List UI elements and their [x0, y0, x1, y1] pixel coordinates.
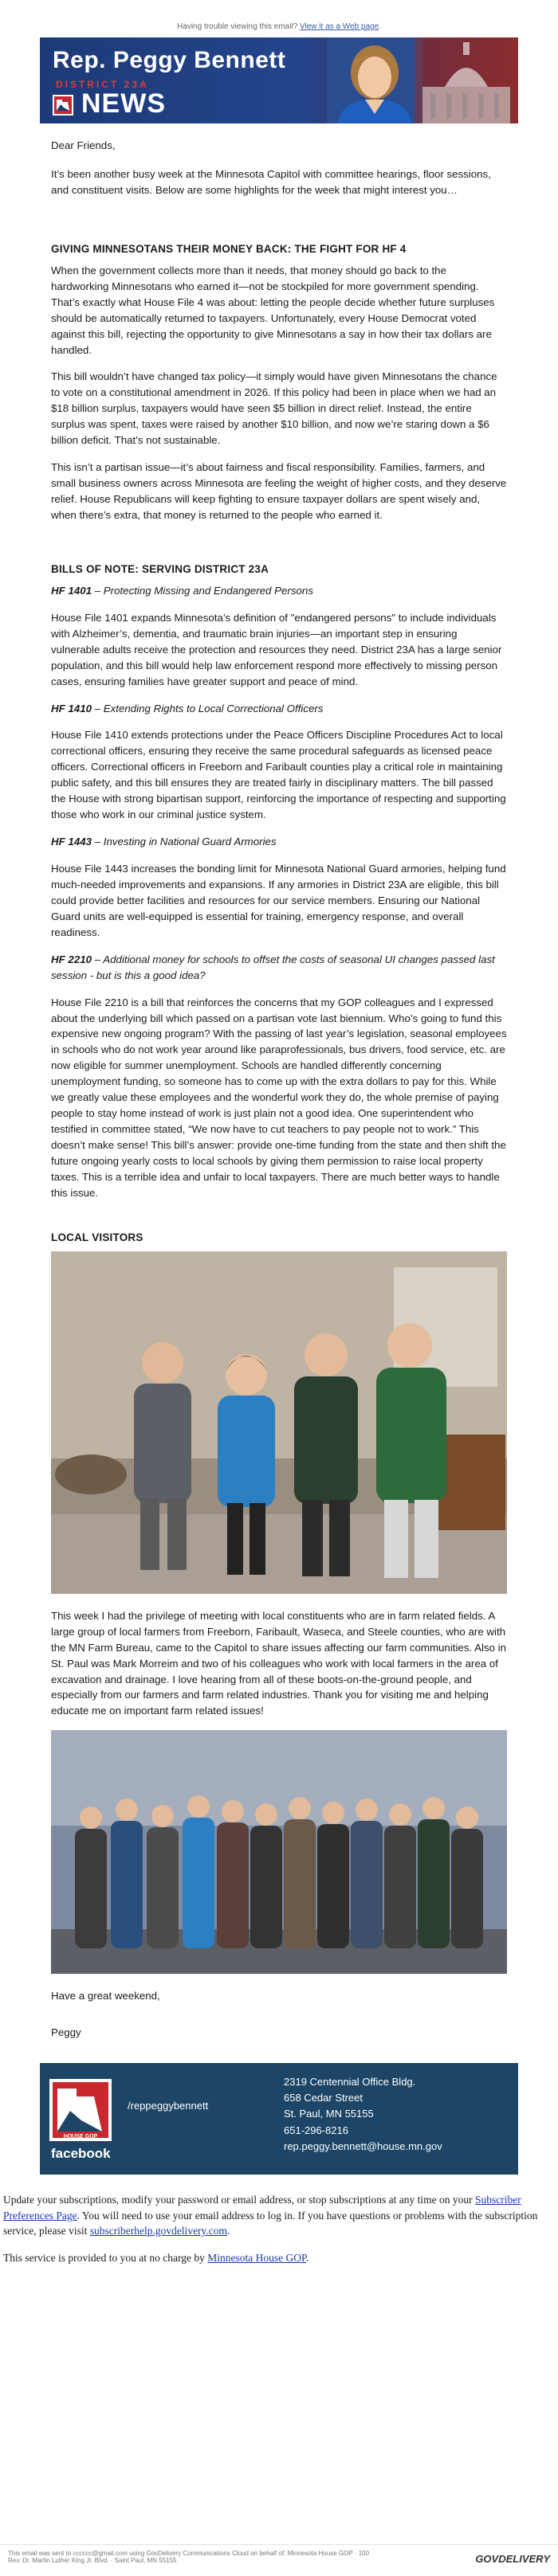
gop-logo-label: HOUSE GOP [63, 2134, 98, 2140]
bill-id: HF 1443 [51, 836, 92, 848]
address-line: St. Paul, MN 55155 [284, 2108, 374, 2120]
hf4-paragraph-2: This bill wouldn’t have changed tax policy—it simply would have given Minnesotans the chance to vote on a constitutional amendment in 2026. If this policy had been in place when we had an $18 billion surplus, taxpayers would have seen $5 billion in direct relief. Instead, the entire surplus was spent, taxes were raised by another $10 billion, and now we’re staring down a $6 billion deficit. That’s not sustainable. [51, 370, 497, 447]
banner-title: Rep. Peggy Bennett [53, 47, 286, 73]
hf4-paragraph-1: When the government collects more than it needs, that money should go back to the hardworking Minnesotans who earned it—not be stockpiled for more government spending. That’s exactly what House File 4 was about: letting the people decide whether future surpluses should be automatically returned to taxpayers. Unfortunately, every House Democrat voted against this bill, rejecting the opportunity to give Minnesotans a say in how their tax dollars are handled. [51, 264, 495, 356]
email-address-link[interactable]: rep.peggy.bennett@house.mn.gov [284, 2139, 442, 2152]
banner-news: NEWS [81, 88, 166, 119]
newsletter-content [40, 123, 518, 2041]
govdelivery-logo[interactable]: GOVDELIVERY [475, 2553, 550, 2565]
bill-heading [51, 952, 507, 984]
greeting: Dear Friends, [51, 139, 116, 151]
banner-district: DISTRICT 23A [56, 79, 149, 90]
contact-footer [40, 2063, 518, 2175]
email-body [40, 37, 518, 2175]
office-address [284, 2074, 442, 2155]
representative-portrait [327, 37, 422, 123]
facebook-logo-icon[interactable]: facebook [51, 2146, 111, 2162]
intro-paragraph: It’s been another busy week at the Minnesota Capitol with committee hearings, floor sessions, and constituent visits. Below are some highlights for the week that might interest you… [51, 167, 491, 196]
bill-subtitle: – Investing in National Guard Armories [92, 836, 277, 848]
bill-text: House File 1443 increases the bonding limit for Minnesota National Guard armories, helping fund much-needed improvements and expansions. If any armories in District 23A are eligible, this bill could provide better facilities and resources for our service members. Ensuring our National Guard units are well-equipped is essential for training, emergency response, and overall readiness. [51, 863, 506, 938]
section-heading-bills: BILLS OF NOTE: SERVING DISTRICT 23A [51, 562, 269, 575]
capitol-building-image [415, 37, 518, 123]
minnesota-house-logo-icon [53, 95, 73, 115]
phone-number: 651-296-8216 [284, 2124, 348, 2136]
facebook-handle-link[interactable]: /reppeggybennett [128, 2100, 209, 2112]
signature: Peggy [51, 2026, 81, 2039]
hf4-paragraph-3: This isn’t a partisan issue—it’s about fairness and fiscal responsibility. Families, farmers, and small business owners across Minnesota are feeling the weight of higher costs, and they deserve relief. House Republicans will keep fighting to ensure taxpayer dollars are spent wisely and, when there’s extra, that money is returned to the people who earned it. [51, 461, 507, 521]
visitors-photo-1 [51, 1251, 507, 1594]
bill-text: House File 1410 extends protections under the Peace Officers Discipline Procedures Act to local correctional officers, ensuring they receive the same procedural safeguards as licensed peace officers. Correctional officers in Freeborn and Faribault counties play a critical role in maintaining public safety, and this bill ensures they are treated fairly in disciplinary matters. The bill passed the House with strong bipartisan support, reinforcing the importance of respecting and supporting those who work in our criminal justice system. [51, 729, 506, 821]
bill-heading [51, 583, 507, 599]
house-gop-logo[interactable] [49, 2079, 112, 2141]
section-heading-hf4: GIVING MINNESOTANS THEIR MONEY BACK: THE FIGHT FOR HF 4 [51, 242, 407, 255]
legal-footer [0, 2544, 558, 2564]
bill-id: HF 1410 [51, 702, 92, 714]
newsletter-banner [40, 37, 518, 123]
subs-text-1: Update your subscriptions, modify your password or email address, or stop subscriptions at any time on your [3, 2194, 476, 2206]
subscriber-preferences-link[interactable]: Subscriber Preferences Page [3, 2194, 521, 2222]
legal-line-2: Rev. Dr. Martin Luther King Jr. Blvd. · Saint Paul, MN 55155 [8, 2557, 177, 2564]
bill-heading [51, 834, 507, 850]
bill-id: HF 2210 [51, 953, 92, 965]
bill-subtitle: – Extending Rights to Local Correctional Officers [92, 702, 324, 714]
bill-text: House File 2210 is a bill that reinforces the concerns that my GOP colleagues and I expressed about the underlying bill which passed on a partisan vote last biennium. Who’s going to fund this expensive new ongoing program? With the passing of last year’s legislation, seasonal employees in schools who do not work year around like paraprofessionals, bus drivers, food service, etc. are now eligible for summer unemployment. Schools are handled differently concerning unemployment funding, so someone has to come up with the extra dollars to pay for this. While we greatly value these employees and the wonderful work they do, the whole premise of paying people to stay home instead of work is just plain not a good idea. One superintendent who testified in committee stated, “We now have to cut teachers to pay people not to work.” This doesn’t make sense! This bill’s answer: provide one-time funding from the state and then shift the future ongoing yearly costs to local schools by giving them permission to raise local property taxes. This is a terrible idea and unfair to local taxpayers. There are much better ways to handle this issue. [51, 996, 507, 1199]
subscriber-help-link[interactable]: subscriberhelp.govdelivery.com [89, 2225, 228, 2237]
view-as-web-page-link[interactable]: View it as a Web page [300, 22, 379, 31]
closing-line: Have a great weekend, [51, 1990, 160, 2002]
subscription-notice [0, 2175, 558, 2265]
legal-line-1: This email was sent to cccccc@gmail.com using GovDelivery Communications Cloud on behalf of: Minnesota House GOP · 100 [8, 2550, 370, 2557]
subs-text-3: . [227, 2225, 230, 2237]
bill-heading [51, 701, 507, 717]
visitors-photo-2 [51, 1730, 507, 1974]
bill-subtitle: – Protecting Missing and Endangered Persons [92, 584, 313, 597]
subs-text-2: . You will need to use your email address to log in. If you have questions or problems with the subscription service, please visit [3, 2209, 538, 2237]
minnesota-house-gop-link[interactable]: Minnesota House GOP [207, 2251, 306, 2264]
provided-by-text: This service is provided to you at no charge by [3, 2251, 208, 2264]
address-line: 2319 Centennial Office Bldg. [284, 2076, 416, 2089]
section-heading-visitors: LOCAL VISITORS [51, 1231, 143, 1243]
preheader [0, 0, 558, 37]
bill-subtitle: – Additional money for schools to offset the costs of seasonal UI changes passed last session - but is this a good idea? [51, 953, 495, 981]
visitors-paragraph: This week I had the privilege of meeting with local constituents who are in farm related fields. A large group of local farmers from Freeborn, Faribault, Waseca, and Steele counties, who are with the MN Farm Bureau, came to the Capitol to share issues affecting our farm communities. Also in St. Paul was Mark Morreim and two of his colleagues who work with local farmers in the area of excavation and drainage. I love hearing from all of these boots-on-the-ground people, and especially from our farmers and farm related industries. Thank you for visiting me and helping educate me on important farm related issues! [51, 1609, 507, 1717]
bill-text: House File 1401 expands Minnesota’s definition of "endangered persons" to include individuals with Alzheimer’s, dementia, and traumatic brain injuries—an important step in ensuring vulnerable adults receive the protection and resources they need. District 23A has a large senior population, and this bill would help law enforcement respond more effectively to missing person cases, ensuring families have greater support and peace of mind. [51, 611, 502, 687]
provided-by-end: . [305, 2251, 309, 2264]
preheader-suffix: . [379, 22, 381, 31]
address-line: 658 Cedar Street [284, 2092, 363, 2104]
bill-id: HF 1401 [51, 584, 92, 597]
preheader-text: Having trouble viewing this email? [177, 22, 301, 31]
